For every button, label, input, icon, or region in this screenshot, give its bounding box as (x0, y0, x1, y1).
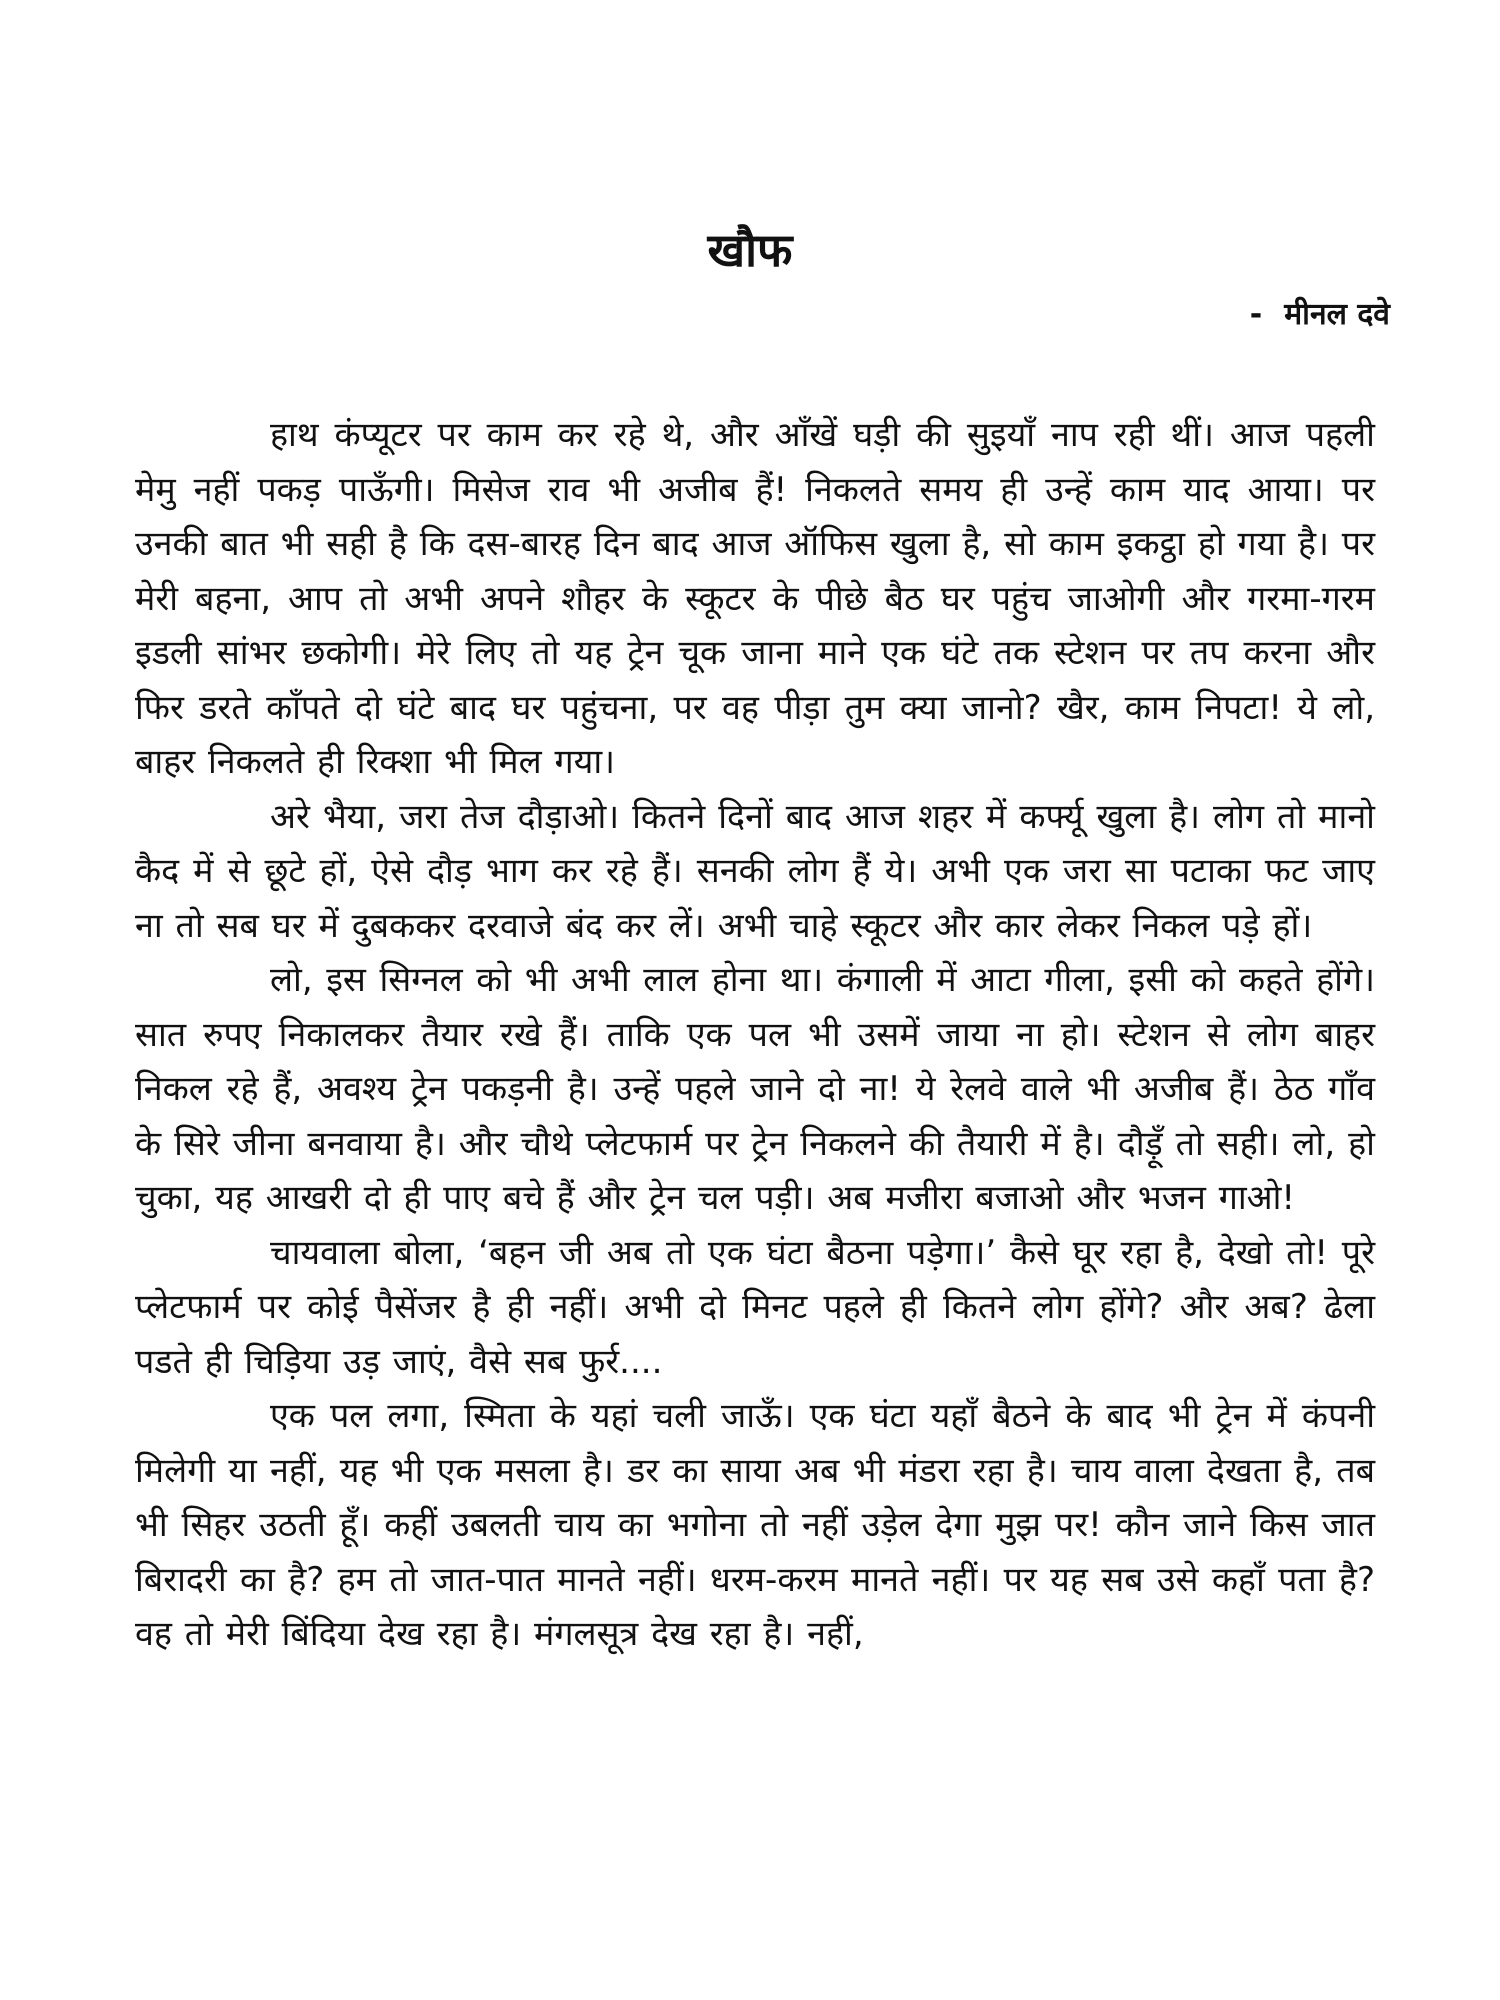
author-name: मीनल दवे (1284, 297, 1390, 332)
paragraph-1: हाथ कंप्यूटर पर काम कर रहे थे, और आँखें घड़ी की सुइयाँ नाप रही थीं। आज पहली मेमु नहीं पकड़ पाऊँगी। मिसेज राव भी अजीब हैं! निकलते समय ही उन्हें काम याद आया। पर उनकी बात भी सही है कि दस-बारह दिन बाद आज ऑफिस खुला है, सो काम इकट्ठा हो गया है। पर मेरी बहना, आप तो अभी अपने शौहर के स्कूटर के पीछे बैठ घर पहुंच जाओगी और गरमा-गरम इडली सांभर छकोगी। मेरे लिए तो यह ट्रेन चूक जाना माने एक घंटे तक स्टेशन पर तप करना और फिर डरते काँपते दो घंटे बाद घर पहुंचना, पर वह पीड़ा तुम क्या जानो? खैर, काम निपटा! ये लो, बाहर निकलते ही रिक्शा भी मिल गया। (135, 415, 1375, 782)
paragraph-3: लो, इस सिग्नल को भी अभी लाल होना था। कंगाली में आटा गीला, इसी को कहते होंगे। सात रुपए निकालकर तैयार रखे हैं। ताकि एक पल भी उसमें जाया ना हो। स्टेशन से लोग बाहर निकल रहे हैं, अवश्य ट्रेन पकड़नी है। उन्हें पहले जाने दो ना! ये रेलवे वाले भी अजीब हैं। ठेठ गाँव के सिरे जीना बनवाया है। और चौथे प्लेटफार्म पर ट्रेन निकलने की तैयारी में है। दौड़ूँ तो सही। लो, हो चुका, यह आखरी दो ही पाए बचे हैं और ट्रेन चल पड़ी। अब मजीरा बजाओ और भजन गाओ! (135, 960, 1375, 1218)
paragraph-2: अरे भैया, जरा तेज दौड़ाओ। कितने दिनों बाद आज शहर में कर्फ्यू खुला है। लोग तो मानो कैद में से छूटे हों, ऐसे दौड़ भाग कर रहे हैं। सनकी लोग हैं ये। अभी एक जरा सा पटाका फट जाए ना तो सब घर में दुबककर दरवाजे बंद कर लें। अभी चाहे स्कूटर और कार लेकर निकल पड़े हों। (135, 796, 1375, 946)
story-title: खौफ (707, 223, 793, 277)
author-dash: - (1249, 297, 1263, 332)
story-body (135, 408, 1375, 1662)
paragraph-5: एक पल लगा, स्मिता के यहां चली जाऊँ। एक घंटा यहाँ बैठने के बाद भी ट्रेन में कंपनी मिलेगी या नहीं, यह भी एक मसला है। डर का साया अब भी मंडरा रहा है। चाय वाला देखता है, तब भी सिहर उठती हूँ। कहीं उबलती चाय का भगोना तो नहीं उड़ेल देगा मुझ पर! कौन जाने किस जात बिरादरी का है? हम तो जात-पात मानते नहीं। धरम-करम मानते नहीं। पर यह सब उसे कहाँ पता है? वह तो मेरी बिंदिया देख रहा है। मंगलसूत्र देख रहा है। नहीं, (135, 1396, 1375, 1654)
author-line (1250, 292, 1390, 333)
paragraph-4: चायवाला बोला, ‘बहन जी अब तो एक घंटा बैठना पड़ेगा।’ कैसे घूर रहा है, देखो तो! पूरे प्लेटफार्म पर कोई पैसेंजर है ही नहीं। अभी दो मिनट पहले ही कितने लोग होंगे? और अब? ढेला पडते ही चिड़िया उड़ जाएं, वैसे सब फुर्र.... (135, 1232, 1375, 1382)
